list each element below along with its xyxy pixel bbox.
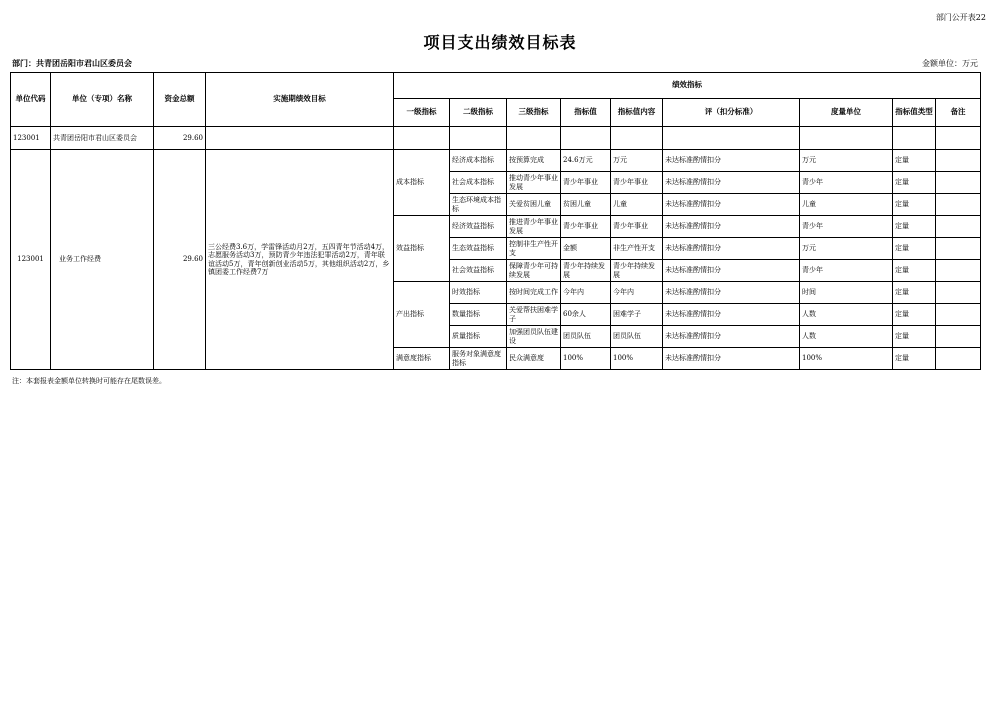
- unit-cell: 青少年: [800, 260, 893, 282]
- header-goal: 实施期绩效目标: [206, 73, 394, 127]
- value-cell: 24.6万元: [561, 150, 611, 172]
- level2-cell: 时效指标: [450, 282, 507, 304]
- level2-cell: 社会成本指标: [450, 172, 507, 194]
- header-unit-code: 单位代码: [11, 73, 51, 127]
- level1-cell: 效益指标: [394, 216, 450, 282]
- table-row: [11, 150, 981, 172]
- remark-cell: [936, 260, 981, 282]
- content-cell: 困难学子: [611, 304, 663, 326]
- header-level3: 三级指标: [507, 99, 561, 127]
- value-cell: 100%: [561, 348, 611, 370]
- type-cell: 定量: [893, 172, 936, 194]
- criteria-cell: 未达标准酌情扣分: [663, 260, 800, 282]
- project-name: 业务工作经费: [51, 150, 154, 370]
- value-cell: 青少年事业: [561, 172, 611, 194]
- header-level2: 二级指标: [450, 99, 507, 127]
- header-total-funds: 资金总额: [154, 73, 206, 127]
- level3-cell: 推动青少年事业发展: [507, 172, 561, 194]
- criteria-cell: 未达标准酌情扣分: [663, 282, 800, 304]
- content-cell: 万元: [611, 150, 663, 172]
- unit-cell: 青少年: [800, 172, 893, 194]
- unit-cell: 儿童: [800, 194, 893, 216]
- level2-cell: 生态环境成本指标: [450, 194, 507, 216]
- unit-cell: 人数: [800, 326, 893, 348]
- content-cell: 青少年事业: [611, 172, 663, 194]
- content-cell: 团员队伍: [611, 326, 663, 348]
- type-cell: 定量: [893, 194, 936, 216]
- level2-cell: 数量指标: [450, 304, 507, 326]
- criteria-cell: 未达标准酌情扣分: [663, 304, 800, 326]
- unit-cell: 万元: [800, 150, 893, 172]
- level1-cell: 产出指标: [394, 282, 450, 348]
- level2-cell: 社会效益指标: [450, 260, 507, 282]
- header-value-type: 指标值类型: [893, 99, 936, 127]
- amount-unit-label: 金额单位：万元: [922, 59, 978, 68]
- level3-cell: 关爱贫困儿童: [507, 194, 561, 216]
- type-cell: 定量: [893, 216, 936, 238]
- level3-cell: 推进青少年事业发展: [507, 216, 561, 238]
- header-value: 指标值: [561, 99, 611, 127]
- project-goal: 三公经费3.6万，学雷锋活动月2万，五四青年节活动4万，志愿服务活动3万，预防青少年违法犯罪活动2万，青年联谊活动5万，青年创新创业活动5万，其他组织活动2万，乡镇团委工作经费7万: [206, 150, 394, 370]
- criteria-cell: 未达标准酌情扣分: [663, 194, 800, 216]
- unit-cell: 时间: [800, 282, 893, 304]
- level2-cell: 生态效益指标: [450, 238, 507, 260]
- header-value-content: 指标值内容: [611, 99, 663, 127]
- remark-cell: [936, 238, 981, 260]
- project-amount: 29.60: [154, 150, 206, 370]
- header-measure-unit: 度量单位: [800, 99, 893, 127]
- type-cell: 定量: [893, 304, 936, 326]
- summary-name: 共青团岳阳市君山区委员会: [51, 127, 154, 150]
- header-level1: 一级指标: [394, 99, 450, 127]
- type-cell: 定量: [893, 326, 936, 348]
- criteria-cell: 未达标准酌情扣分: [663, 150, 800, 172]
- level2-cell: 服务对象满意度指标: [450, 348, 507, 370]
- level3-cell: 保障青少年可持续发展: [507, 260, 561, 282]
- header-remark: 备注: [936, 99, 981, 127]
- type-cell: 定量: [893, 348, 936, 370]
- type-cell: 定量: [893, 150, 936, 172]
- remark-cell: [936, 216, 981, 238]
- level3-cell: 控制非生产性开支: [507, 238, 561, 260]
- value-cell: 60余人: [561, 304, 611, 326]
- remark-cell: [936, 326, 981, 348]
- level3-cell: 民众满意度: [507, 348, 561, 370]
- page-title: 项目支出绩效目标表: [423, 33, 577, 52]
- content-cell: 非生产性开支: [611, 238, 663, 260]
- remark-cell: [936, 172, 981, 194]
- value-cell: 金额: [561, 238, 611, 260]
- project-code: 123001: [11, 150, 51, 370]
- criteria-cell: 未达标准酌情扣分: [663, 216, 800, 238]
- content-cell: 儿童: [611, 194, 663, 216]
- criteria-cell: 未达标准酌情扣分: [663, 172, 800, 194]
- content-cell: 青少年持续发展: [611, 260, 663, 282]
- value-cell: 青少年持续发展: [561, 260, 611, 282]
- summary-row: [11, 127, 981, 150]
- level1-cell: 满意度指标: [394, 348, 450, 370]
- summary-code: 123001: [11, 127, 51, 150]
- level1-cell: 成本指标: [394, 150, 450, 216]
- content-cell: 100%: [611, 348, 663, 370]
- level2-cell: 质量指标: [450, 326, 507, 348]
- header-criteria: 评（扣分标准）: [663, 99, 800, 127]
- header-indicators: 绩效指标: [394, 73, 981, 99]
- level3-cell: 加强团员队伍建设: [507, 326, 561, 348]
- level2-cell: 经济成本指标: [450, 150, 507, 172]
- remark-cell: [936, 282, 981, 304]
- value-cell: 青少年事业: [561, 216, 611, 238]
- remark-cell: [936, 304, 981, 326]
- type-cell: 定量: [893, 282, 936, 304]
- department-label: 部门：共青团岳阳市君山区委员会: [12, 58, 132, 68]
- level2-cell: 经济效益指标: [450, 216, 507, 238]
- doc-code: 部门公开表22: [935, 13, 986, 22]
- unit-cell: 万元: [800, 238, 893, 260]
- value-cell: 今年内: [561, 282, 611, 304]
- value-cell: 团员队伍: [561, 326, 611, 348]
- unit-cell: 青少年: [800, 216, 893, 238]
- criteria-cell: 未达标准酌情扣分: [663, 326, 800, 348]
- remark-cell: [936, 150, 981, 172]
- summary-amount: 29.60: [154, 127, 206, 150]
- level3-cell: 按预算完成: [507, 150, 561, 172]
- type-cell: 定量: [893, 238, 936, 260]
- unit-cell: 人数: [800, 304, 893, 326]
- remark-cell: [936, 348, 981, 370]
- footnote: 注：本套报表金额单位转换时可能存在尾数误差。: [12, 377, 166, 385]
- criteria-cell: 未达标准酌情扣分: [663, 238, 800, 260]
- level3-cell: 按时间完成工作: [507, 282, 561, 304]
- type-cell: 定量: [893, 260, 936, 282]
- remark-cell: [936, 194, 981, 216]
- level3-cell: 关爱帮扶困难学子: [507, 304, 561, 326]
- header-unit-name: 单位（专项）名称: [51, 73, 154, 127]
- criteria-cell: 未达标准酌情扣分: [663, 348, 800, 370]
- performance-table: [10, 72, 981, 370]
- content-cell: 今年内: [611, 282, 663, 304]
- unit-cell: 100%: [800, 348, 893, 370]
- content-cell: 青少年事业: [611, 216, 663, 238]
- value-cell: 贫困儿童: [561, 194, 611, 216]
